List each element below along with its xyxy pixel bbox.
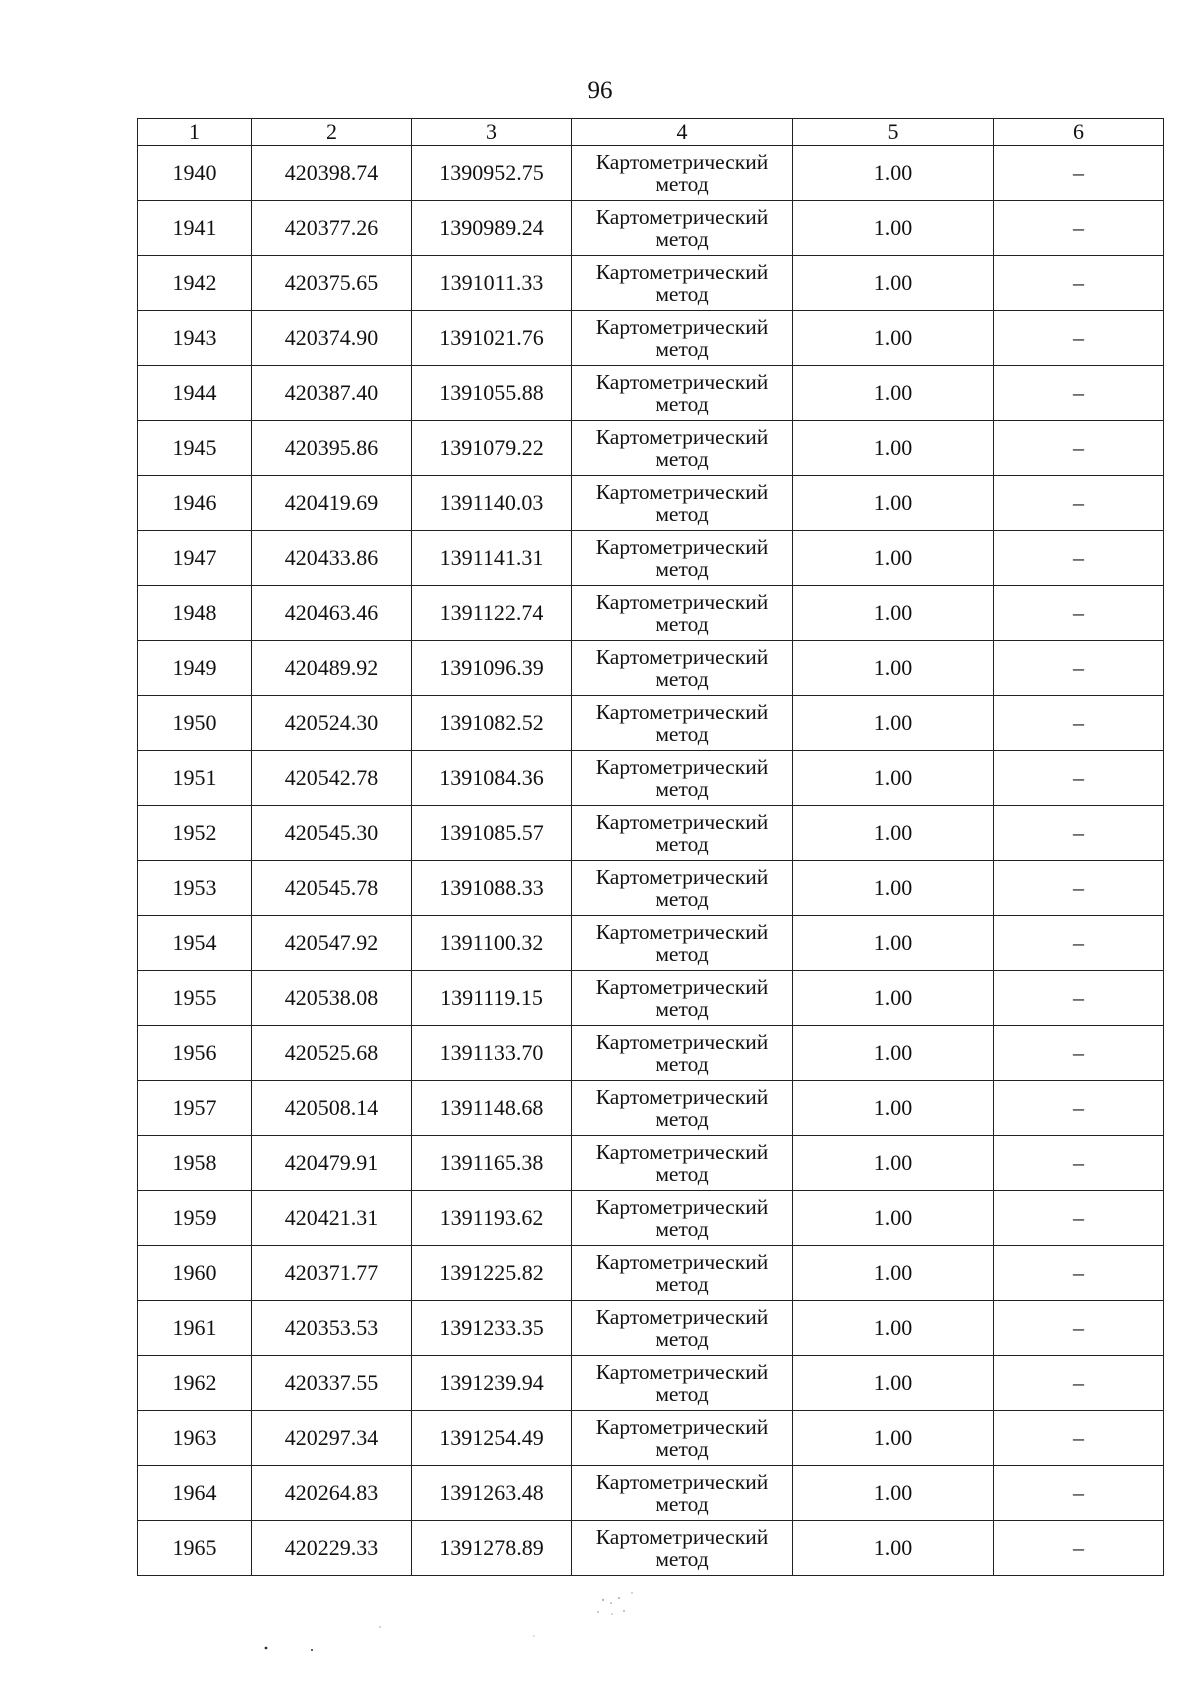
table-row xyxy=(138,311,1164,366)
method-text-line2: метод xyxy=(655,997,709,1021)
method-cell xyxy=(572,641,793,696)
note-cell: – xyxy=(994,146,1164,201)
table-row xyxy=(138,201,1164,256)
coordinate-y-cell: 1391085.57 xyxy=(412,806,572,861)
coordinate-y-cell: 1391084.36 xyxy=(412,751,572,806)
table-row xyxy=(138,366,1164,421)
method-text-line2: метод xyxy=(655,1272,709,1296)
accuracy-cell: 1.00 xyxy=(793,1246,994,1301)
accuracy-cell: 1.00 xyxy=(793,1026,994,1081)
method-cell xyxy=(572,1246,793,1301)
method-text-line2: метод xyxy=(655,1437,709,1461)
note-cell: – xyxy=(994,916,1164,971)
coordinate-x-cell: 420524.30 xyxy=(252,696,412,751)
coordinate-x-cell: 420525.68 xyxy=(252,1026,412,1081)
method-text-line2: метод xyxy=(655,1492,709,1516)
table-row xyxy=(138,1191,1164,1246)
accuracy-cell: 1.00 xyxy=(793,256,994,311)
method-text-line1: Картометрический xyxy=(595,700,769,724)
accuracy-cell: 1.00 xyxy=(793,861,994,916)
note-cell: – xyxy=(994,1356,1164,1411)
accuracy-cell: 1.00 xyxy=(793,696,994,751)
accuracy-cell: 1.00 xyxy=(793,366,994,421)
note-cell: – xyxy=(994,751,1164,806)
method-text-line2: метод xyxy=(655,1327,709,1351)
method-cell xyxy=(572,1301,793,1356)
point-number-cell: 1951 xyxy=(138,751,252,806)
point-number-cell: 1953 xyxy=(138,861,252,916)
coordinate-y-cell: 1391133.70 xyxy=(412,1026,572,1081)
coordinate-x-cell: 420398.74 xyxy=(252,146,412,201)
coordinate-y-cell: 1391278.89 xyxy=(412,1521,572,1576)
note-cell: – xyxy=(994,806,1164,861)
method-cell xyxy=(572,861,793,916)
point-number-cell: 1941 xyxy=(138,201,252,256)
table-row xyxy=(138,1356,1164,1411)
method-cell xyxy=(572,201,793,256)
point-number-cell: 1945 xyxy=(138,421,252,476)
note-cell: – xyxy=(994,641,1164,696)
table-row xyxy=(138,971,1164,1026)
coordinate-y-cell: 1390989.24 xyxy=(412,201,572,256)
note-cell: – xyxy=(994,366,1164,421)
method-cell xyxy=(572,751,793,806)
method-cell xyxy=(572,1081,793,1136)
coordinate-x-cell: 420419.69 xyxy=(252,476,412,531)
coordinate-x-cell: 420545.30 xyxy=(252,806,412,861)
accuracy-cell: 1.00 xyxy=(793,1356,994,1411)
method-text-line2: метод xyxy=(655,172,709,196)
note-cell: – xyxy=(994,861,1164,916)
note-cell: – xyxy=(994,421,1164,476)
point-number-cell: 1943 xyxy=(138,311,252,366)
coordinate-x-cell: 420421.31 xyxy=(252,1191,412,1246)
method-text-line1: Картометрический xyxy=(595,370,769,394)
accuracy-cell: 1.00 xyxy=(793,1466,994,1521)
point-number-cell: 1940 xyxy=(138,146,252,201)
coordinate-y-cell: 1391239.94 xyxy=(412,1356,572,1411)
accuracy-cell: 1.00 xyxy=(793,641,994,696)
coordinate-y-cell: 1391021.76 xyxy=(412,311,572,366)
table-row xyxy=(138,1301,1164,1356)
method-text-line2: метод xyxy=(655,447,709,471)
method-text-line1: Картометрический xyxy=(595,1360,769,1384)
note-cell: – xyxy=(994,1191,1164,1246)
coordinate-x-cell: 420489.92 xyxy=(252,641,412,696)
method-text-line1: Картометрический xyxy=(595,535,769,559)
method-cell xyxy=(572,421,793,476)
note-cell: – xyxy=(994,1301,1164,1356)
method-text-line1: Картометрический xyxy=(595,315,769,339)
table-row xyxy=(138,531,1164,586)
point-number-cell: 1948 xyxy=(138,586,252,641)
table-row xyxy=(138,916,1164,971)
note-cell: – xyxy=(994,256,1164,311)
coordinate-x-cell: 420479.91 xyxy=(252,1136,412,1191)
coordinate-x-cell: 420297.34 xyxy=(252,1411,412,1466)
method-text-line2: метод xyxy=(655,942,709,966)
table-header xyxy=(138,119,1164,146)
coordinate-y-cell: 1391225.82 xyxy=(412,1246,572,1301)
table-row xyxy=(138,696,1164,751)
table-row xyxy=(138,476,1164,531)
method-cell xyxy=(572,1356,793,1411)
method-cell xyxy=(572,1136,793,1191)
point-number-cell: 1950 xyxy=(138,696,252,751)
coordinate-y-cell: 1391096.39 xyxy=(412,641,572,696)
coordinate-y-cell: 1391079.22 xyxy=(412,421,572,476)
method-text-line2: метод xyxy=(655,777,709,801)
table-row xyxy=(138,806,1164,861)
coordinate-y-cell: 1391141.31 xyxy=(412,531,572,586)
coordinates-table xyxy=(137,118,1164,1576)
accuracy-cell: 1.00 xyxy=(793,1301,994,1356)
note-cell: – xyxy=(994,971,1164,1026)
point-number-cell: 1959 xyxy=(138,1191,252,1246)
coordinate-x-cell: 420377.26 xyxy=(252,201,412,256)
point-number-cell: 1961 xyxy=(138,1301,252,1356)
accuracy-cell: 1.00 xyxy=(793,751,994,806)
coordinate-x-cell: 420538.08 xyxy=(252,971,412,1026)
table-row xyxy=(138,751,1164,806)
coordinate-x-cell: 420395.86 xyxy=(252,421,412,476)
method-cell xyxy=(572,806,793,861)
method-text-line2: метод xyxy=(655,1382,709,1406)
method-text-line1: Картометрический xyxy=(595,755,769,779)
method-text-line1: Картометрический xyxy=(595,865,769,889)
column-header: 2 xyxy=(252,119,412,146)
method-cell xyxy=(572,1466,793,1521)
coordinate-y-cell: 1391082.52 xyxy=(412,696,572,751)
table-row xyxy=(138,256,1164,311)
table-row xyxy=(138,641,1164,696)
coordinate-x-cell: 420547.92 xyxy=(252,916,412,971)
table-row xyxy=(138,586,1164,641)
table-row xyxy=(138,1521,1164,1576)
coordinate-y-cell: 1391165.38 xyxy=(412,1136,572,1191)
point-number-cell: 1958 xyxy=(138,1136,252,1191)
accuracy-cell: 1.00 xyxy=(793,1521,994,1576)
point-number-cell: 1964 xyxy=(138,1466,252,1521)
accuracy-cell: 1.00 xyxy=(793,531,994,586)
point-number-cell: 1955 xyxy=(138,971,252,1026)
table-row xyxy=(138,1411,1164,1466)
method-text-line2: метод xyxy=(655,337,709,361)
accuracy-cell: 1.00 xyxy=(793,146,994,201)
method-text-line1: Картометрический xyxy=(595,810,769,834)
method-text-line2: метод xyxy=(655,1107,709,1131)
method-text-line1: Картометрический xyxy=(595,205,769,229)
method-text-line2: метод xyxy=(655,227,709,251)
column-header: 5 xyxy=(793,119,994,146)
note-cell: – xyxy=(994,1081,1164,1136)
method-cell xyxy=(572,1026,793,1081)
coordinate-y-cell: 1391100.32 xyxy=(412,916,572,971)
method-cell xyxy=(572,1411,793,1466)
method-cell xyxy=(572,366,793,421)
method-text-line1: Картометрический xyxy=(595,150,769,174)
method-cell xyxy=(572,146,793,201)
accuracy-cell: 1.00 xyxy=(793,311,994,366)
accuracy-cell: 1.00 xyxy=(793,1136,994,1191)
accuracy-cell: 1.00 xyxy=(793,1411,994,1466)
coordinate-y-cell: 1391263.48 xyxy=(412,1466,572,1521)
method-cell xyxy=(572,311,793,366)
point-number-cell: 1942 xyxy=(138,256,252,311)
coordinate-x-cell: 420433.86 xyxy=(252,531,412,586)
point-number-cell: 1946 xyxy=(138,476,252,531)
accuracy-cell: 1.00 xyxy=(793,586,994,641)
method-text-line1: Картометрический xyxy=(595,1250,769,1274)
method-text-line2: метод xyxy=(655,557,709,581)
header-row xyxy=(138,119,1164,146)
method-text-line1: Картометрический xyxy=(595,1030,769,1054)
coordinate-x-cell: 420387.40 xyxy=(252,366,412,421)
method-cell xyxy=(572,696,793,751)
note-cell: – xyxy=(994,1026,1164,1081)
method-text-line1: Картометрический xyxy=(595,975,769,999)
method-cell xyxy=(572,1521,793,1576)
page-number: 96 xyxy=(587,77,613,104)
method-text-line2: метод xyxy=(655,612,709,636)
method-text-line1: Картометрический xyxy=(595,1140,769,1164)
coordinate-y-cell: 1391011.33 xyxy=(412,256,572,311)
method-text-line2: метод xyxy=(655,722,709,746)
coordinate-x-cell: 420229.33 xyxy=(252,1521,412,1576)
coordinate-x-cell: 420542.78 xyxy=(252,751,412,806)
coordinate-y-cell: 1391055.88 xyxy=(412,366,572,421)
accuracy-cell: 1.00 xyxy=(793,1191,994,1246)
coordinate-y-cell: 1391233.35 xyxy=(412,1301,572,1356)
method-text-line2: метод xyxy=(655,832,709,856)
table-row xyxy=(138,1026,1164,1081)
method-cell xyxy=(572,586,793,641)
column-header: 4 xyxy=(572,119,793,146)
point-number-cell: 1956 xyxy=(138,1026,252,1081)
method-cell xyxy=(572,531,793,586)
method-text-line1: Картометрический xyxy=(595,1525,769,1549)
method-text-line2: метод xyxy=(655,1547,709,1571)
note-cell: – xyxy=(994,1466,1164,1521)
accuracy-cell: 1.00 xyxy=(793,916,994,971)
note-cell: – xyxy=(994,1521,1164,1576)
point-number-cell: 1954 xyxy=(138,916,252,971)
coordinate-y-cell: 1391193.62 xyxy=(412,1191,572,1246)
accuracy-cell: 1.00 xyxy=(793,201,994,256)
method-text-line1: Картометрический xyxy=(595,1085,769,1109)
coordinate-x-cell: 420463.46 xyxy=(252,586,412,641)
method-text-line2: метод xyxy=(655,887,709,911)
table-row xyxy=(138,146,1164,201)
point-number-cell: 1963 xyxy=(138,1411,252,1466)
accuracy-cell: 1.00 xyxy=(793,1081,994,1136)
note-cell: – xyxy=(994,1246,1164,1301)
method-text-line1: Картометрический xyxy=(595,590,769,614)
table-row xyxy=(138,1246,1164,1301)
method-text-line2: метод xyxy=(655,1052,709,1076)
method-text-line2: метод xyxy=(655,1217,709,1241)
method-text-line2: метод xyxy=(655,392,709,416)
method-cell xyxy=(572,971,793,1026)
note-cell: – xyxy=(994,476,1164,531)
method-cell xyxy=(572,476,793,531)
note-cell: – xyxy=(994,311,1164,366)
column-header: 3 xyxy=(412,119,572,146)
table-row xyxy=(138,421,1164,476)
point-number-cell: 1962 xyxy=(138,1356,252,1411)
table-body xyxy=(138,146,1164,1576)
table-row xyxy=(138,1081,1164,1136)
coordinate-y-cell: 1391088.33 xyxy=(412,861,572,916)
point-number-cell: 1949 xyxy=(138,641,252,696)
coordinate-x-cell: 420374.90 xyxy=(252,311,412,366)
column-header: 6 xyxy=(994,119,1164,146)
method-cell xyxy=(572,256,793,311)
note-cell: – xyxy=(994,201,1164,256)
coordinate-x-cell: 420353.53 xyxy=(252,1301,412,1356)
coordinate-y-cell: 1391122.74 xyxy=(412,586,572,641)
method-text-line2: метод xyxy=(655,667,709,691)
point-number-cell: 1944 xyxy=(138,366,252,421)
method-text-line1: Картометрический xyxy=(595,1470,769,1494)
point-number-cell: 1957 xyxy=(138,1081,252,1136)
method-text-line1: Картометрический xyxy=(595,645,769,669)
accuracy-cell: 1.00 xyxy=(793,806,994,861)
point-number-cell: 1947 xyxy=(138,531,252,586)
column-header: 1 xyxy=(138,119,252,146)
method-text-line1: Картометрический xyxy=(595,1415,769,1439)
table-row xyxy=(138,1466,1164,1521)
coordinate-y-cell: 1391254.49 xyxy=(412,1411,572,1466)
coordinate-x-cell: 420375.65 xyxy=(252,256,412,311)
coordinate-y-cell: 1391119.15 xyxy=(412,971,572,1026)
table-row xyxy=(138,861,1164,916)
point-number-cell: 1952 xyxy=(138,806,252,861)
coordinate-x-cell: 420337.55 xyxy=(252,1356,412,1411)
method-text-line1: Картометрический xyxy=(595,1305,769,1329)
method-text-line2: метод xyxy=(655,282,709,306)
coordinate-x-cell: 420264.83 xyxy=(252,1466,412,1521)
coordinate-x-cell: 420508.14 xyxy=(252,1081,412,1136)
accuracy-cell: 1.00 xyxy=(793,421,994,476)
coordinate-y-cell: 1390952.75 xyxy=(412,146,572,201)
accuracy-cell: 1.00 xyxy=(793,971,994,1026)
coordinate-x-cell: 420371.77 xyxy=(252,1246,412,1301)
method-text-line1: Картометрический xyxy=(595,1195,769,1219)
method-text-line2: метод xyxy=(655,1162,709,1186)
point-number-cell: 1965 xyxy=(138,1521,252,1576)
note-cell: – xyxy=(994,696,1164,751)
method-cell xyxy=(572,916,793,971)
method-text-line1: Картометрический xyxy=(595,260,769,284)
method-text-line1: Картометрический xyxy=(595,920,769,944)
method-text-line1: Картометрический xyxy=(595,425,769,449)
table-row xyxy=(138,1136,1164,1191)
coordinate-y-cell: 1391140.03 xyxy=(412,476,572,531)
point-number-cell: 1960 xyxy=(138,1246,252,1301)
method-text-line2: метод xyxy=(655,502,709,526)
note-cell: – xyxy=(994,1136,1164,1191)
accuracy-cell: 1.00 xyxy=(793,476,994,531)
note-cell: – xyxy=(994,1411,1164,1466)
note-cell: – xyxy=(994,586,1164,641)
coordinate-y-cell: 1391148.68 xyxy=(412,1081,572,1136)
coordinate-x-cell: 420545.78 xyxy=(252,861,412,916)
note-cell: – xyxy=(994,531,1164,586)
method-text-line1: Картометрический xyxy=(595,480,769,504)
method-cell xyxy=(572,1191,793,1246)
